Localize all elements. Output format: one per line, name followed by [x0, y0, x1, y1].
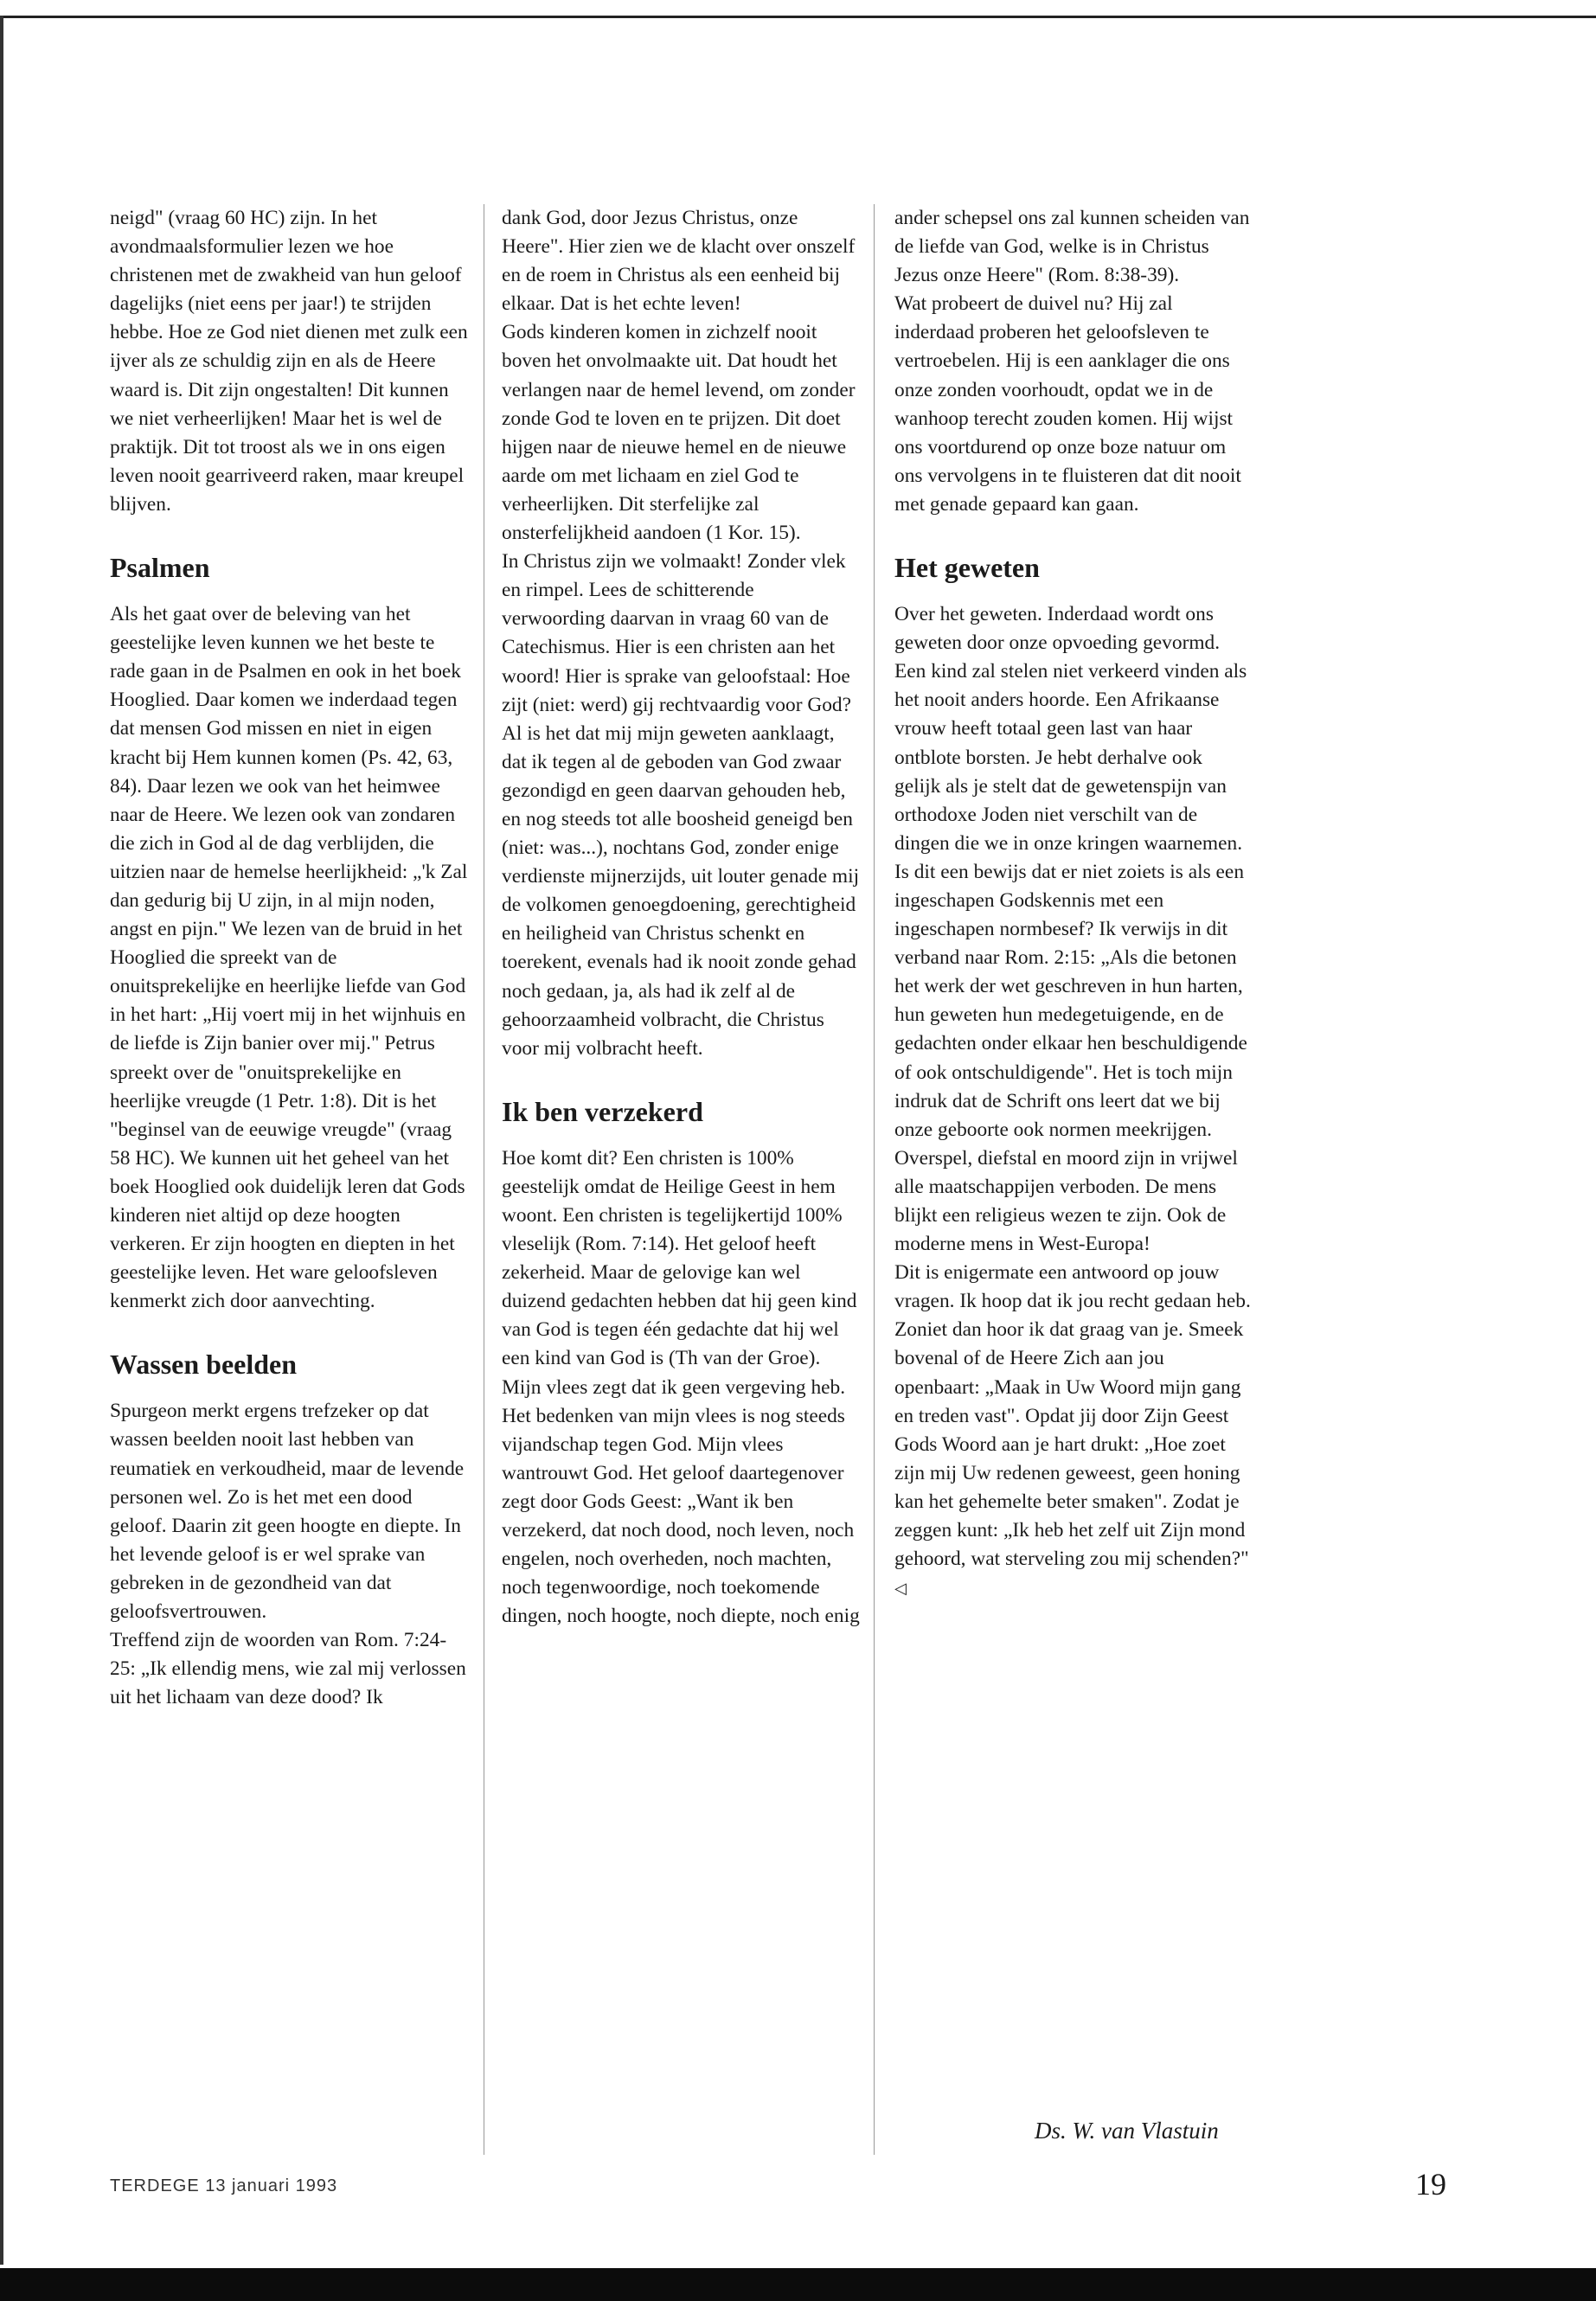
page-number: 19 — [1415, 2167, 1446, 2202]
bottom-border — [0, 2268, 1596, 2301]
section-heading-wassen-beelden: Wassen beelden — [110, 1349, 298, 1381]
top-rule — [0, 16, 1596, 18]
author-signature: Ds. W. van Vlastuin — [1035, 2118, 1219, 2144]
section-heading-het-geweten: Het geweten — [894, 552, 1040, 584]
paragraph: Over het geweten. Inderdaad wordt ons geweten door onze opvoeding gevormd. Een kind zal stelen niet verkeerd vinden als het nooit anders hoorde. Een Afrikaanse vrouw heeft totaal geen last van haar ontblote borsten. Je hebt derhalve ook gelijk als je stelt dat de gewetenspijn van orthodoxe Joden niet verschilt van de dingen die we in onze kringen waarnemen. — [894, 603, 1247, 855]
paragraph: Als het gaat over de beleving van het geestelijke leven kunnen we het beste te rade gaan in de Psalmen en ook in het boek Hooglied. Daar komen we inderdaad tegen dat mensen God missen en niet in eigen kracht bij Hem kunnen komen (Ps. 42, 63, 84). Daar lezen we ook van het heimwee naar de Heere. We lezen ook van zondaren die zich in God al de dag verblijden, die uitzien naar de hemelse heerlijkheid: „'k Zal dan gedurig bij U zijn, in al mijn noden, angst en pijn." We lezen van de bruid in het Hooglied die spreekt van de onuitsprekelijke en heerlijke liefde van God in het hart: „Hij voert mij in het wijnhuis en de liefde is Zijn banier over mij." Petrus spreekt over de "onuitsprekelijke en heerlijke vreugde (1 Petr. 1:8). Dit is het "beginsel van de eeuwige vreugde" (vraag 58 HC). We kunnen uit het geheel van het boek Hooglied ook duidelijk leren dat Gods kinderen niet altijd op deze hoogten verkeren. Er zijn hoogten en diepten in het geestelijke leven. Het ware geloofsleven kenmerkt zich door aanvechting. — [110, 603, 468, 1313]
end-mark-icon: ◁ — [894, 1580, 907, 1598]
paragraph: Gods kinderen komen in zichzelf nooit boven het onvolmaakte uit. Dat houdt het verlangen naar de hemel levend, om zonder zonde God te loven en te prijzen. Dit doet hijgen naar de nieuwe hemel en de nieuwe aarde om met lichaam en ziel God te verheerlijken. Dit sterfelijke zal onsterfelijkheid aandoen (1 Kor. 15). — [502, 321, 856, 545]
paragraph: Is dit een bewijs dat er niet zoiets is als een ingeschapen Godskennis met een ingeschapen normbesef? Ik verwijs in dit verband naar Rom. 2:15: „Als die betonen het werk der wet geschreven in hun harten, hun geweten hun medegetuigende, en de gedachten onder elkaar hen beschuldigende of ook ontschuldigende". Het is toch mijn indruk dat de Schrift ons leert dat we bij onze geboorte ook normen meekrijgen. Overspel, diefstal en moord zijn in vrijwel alle maatschappijen verboden. De mens blijkt een religieus wezen te zijn. Ook de moderne mens in West-Europa! — [894, 860, 1247, 1256]
left-edge — [0, 16, 3, 2265]
paragraph: Hoe komt dit? Een christen is 100% geestelijk omdat de Heilige Geest in hem woont. Een christen is tegelijkertijd 100% vleselijk (Rom. 7:14). Het geloof heeft zekerheid. Maar de gelovige kan wel duizend gedachten hebben dat hij geen kind van God is tegen één gedachte dat hij wel een kind van God is (Th van der Groe). Mijn vlees zegt dat ik geen vergeving heb. Het bedenken van mijn vlees is nog steeds vijandschap tegen God. Mijn vlees wantrouwt God. Het geloof daartegenover zegt door Gods Geest: „Want ik ben verzekerd, dat noch dood, noch leven, noch engelen, noch overheden, noch machten, noch tegenwoordige, noch toekomende dingen, noch hoogte, noch diepte, noch enig — [502, 1146, 860, 1628]
section-heading-ik-ben-verzekerd: Ik ben verzekerd — [502, 1095, 703, 1127]
paragraph: Treffend zijn de woorden van Rom. 7:24-25: „Ik ellendig mens, wie zal mij verlossen uit het lichaam van deze dood? Ik — [110, 1629, 466, 1709]
paragraph — [894, 1259, 1253, 1603]
column-2 — [502, 204, 860, 1631]
paragraph: In Christus zijn we volmaakt! Zonder vlek en rimpel. Lees de schitterende verwoording daarvan in vraag 60 van de Catechismus. Hier is een christen aan het woord! Hier is sprake van geloofstaal: Hoe zijt (niet: werd) gij rechtvaardig voor God? Al is het dat mij mijn geweten aanklaagt, dat ik tegen al de geboden van God zwaar gezondigd en geen daarvan gehouden heb, en nog steeds tot alle boosheid geneigd ben (niet: was...), nochtans God, zonder enige verdienste mijnerzijds, uit louter genade mij de volkomen genoegdoening, gerechtigheid en heiligheid van Christus schenkt en toerekent, evenals had ik nooit zonde gehad noch gedaan, ja, als had ik zelf al de gehoorzaamheid volbracht, die Christus voor mij volbracht heeft. — [502, 550, 860, 1060]
section-heading-psalmen: Psalmen — [110, 552, 210, 584]
paragraph-text: Dit is enigermate een antwoord op jouw vragen. Ik hoop dat ik jou recht gedaan heb. Zoniet dan hoor ik dat graag van je. Smeek bovenal of de Heere Zich aan jou openbaart: „Maak in Uw Woord mijn gang en treden vast". Opdat jij door Zijn Geest Gods Woord aan je hart drukt: „Hoe zoet zijn mij Uw redenen geweest, geen honing kan het gehemelte beter smaken". Zodat je zeggen kunt: „Ik heb het zelf uit Zijn mond gehoord, wat sterveling zou mij schenden?" — [894, 1261, 1251, 1571]
publication-footer: TERDEGE 13 januari 1993 — [110, 2176, 338, 2195]
column-1 — [110, 204, 468, 1712]
column-divider — [874, 204, 875, 2155]
paragraph: neigd" (vraag 60 HC) zijn. In het avondmaalsformulier lezen we hoe christenen met de zwakheid van hun geloof dagelijks (niet eens per jaar!) te strijden hebbe. Hoe ze God niet dienen met zulk een ijver als ze schuldig zijn en als de Heere waard is. Dit zijn ongestalten! Dit kunnen we niet verheerlijken! Maar het is wel de praktijk. Dit tot troost als we in ons eigen leven nooit gearriveerd raken, maar kreupel blijven. — [110, 207, 468, 516]
column-3 — [894, 204, 1253, 1603]
paragraph: Wat probeert de duivel nu? Hij zal inderdaad proberen het geloofsleven te vertroebelen. Hij is een aanklager die ons onze zonden voorhoudt, opdat we in de wanhoop terecht zouden komen. Hij wijst ons voortdurend op onze boze natuur om ons vervolgens in te fluisteren dat dit nooit met genade gepaard kan gaan. — [894, 292, 1241, 516]
paragraph: Spurgeon merkt ergens trefzeker op dat wassen beelden nooit last hebben van reumatiek en verkoudheid, maar de levende personen wel. Zo is het met een dood geloof. Daarin zit geen hoogte en diepte. In het levende geloof is er wel sprake van gebreken in de gezondheid van dat geloofsvertrouwen. — [110, 1400, 465, 1624]
paragraph: ander schepsel ons zal kunnen scheiden van de liefde van God, welke is in Christus Jezus onze Heere" (Rom. 8:38-39). — [894, 207, 1250, 287]
paragraph: dank God, door Jezus Christus, onze Heere". Hier zien we de klacht over onszelf en de roem in Christus als een eenheid bij elkaar. Dat is het echte leven! — [502, 207, 856, 316]
